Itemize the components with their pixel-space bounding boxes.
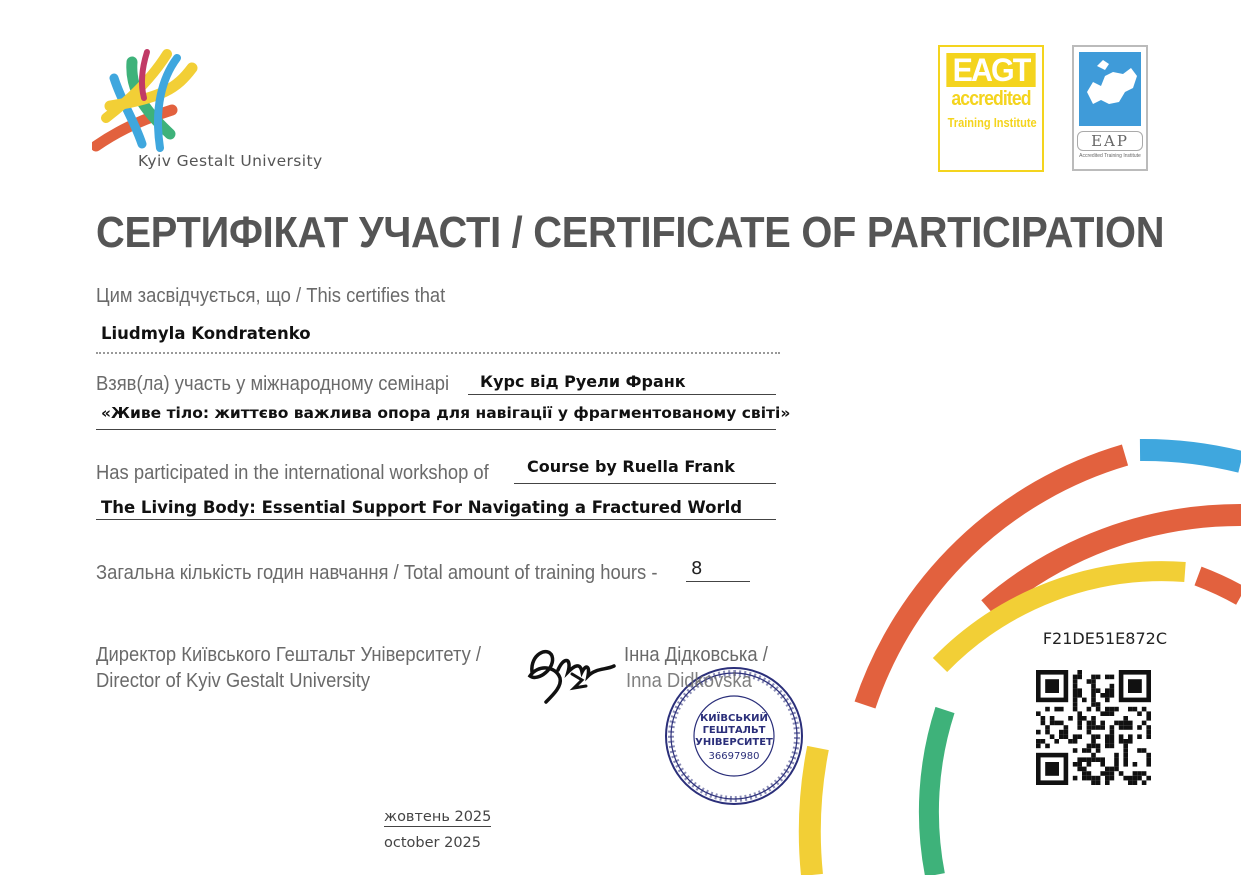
eap-name: EAP <box>1077 131 1143 151</box>
en-title-line <box>96 519 776 520</box>
en-course: Course by Ruella Frank <box>527 457 735 476</box>
eagt-title: EAGT <box>946 53 1035 87</box>
hours-label: Загальна кількість годин навчання / Total amount of training hours - <box>96 562 658 584</box>
europe-map-icon <box>1079 52 1141 126</box>
ua-course: Курс від Руели Франк <box>480 372 686 391</box>
signer-line-1: Інна Дідковська / <box>624 644 768 666</box>
en-course-line <box>514 483 776 484</box>
en-participated-label: Has participated in the international workshop of <box>96 462 489 484</box>
stamp-line-2: ГЕШТАЛЬТ <box>702 725 766 736</box>
stamp-line-4: 36697980 <box>708 751 760 762</box>
hours-value: 8 <box>691 558 703 579</box>
hours-line <box>686 581 750 582</box>
en-workshop-title: The Living Body: Essential Support For Navigating a Fractured World <box>101 498 743 517</box>
signature-image <box>526 642 618 708</box>
date-ua: жовтень 2025 <box>384 809 492 825</box>
stamp-line-1: КИЇВСЬКИЙ <box>700 713 768 724</box>
stamp-line-3: УНІВЕРСИТЕТ <box>695 737 773 748</box>
participant-name: Liudmyla Kondratenko <box>101 324 311 343</box>
eagt-training: Training Institute <box>947 115 1037 130</box>
qr-code[interactable] <box>1036 670 1156 788</box>
eap-badge <box>1072 45 1148 171</box>
signer-line-2: Inna Didkovska <box>626 670 752 692</box>
certificate-id: F21DE51E872C <box>1042 629 1167 648</box>
certificate-title: СЕРТИФІКАТ УЧАСТІ / CERTIFICATE OF PARTICIPATION <box>96 208 1165 257</box>
ua-workshop-title: «Живе тіло: життєво важлива опора для навігації у фрагментованому світі» <box>101 404 791 422</box>
ua-course-line <box>468 394 776 395</box>
university-logo <box>92 48 202 154</box>
certifies-label: Цим засвідчується, що / This certifies that <box>96 285 446 307</box>
ua-participated-label: Взяв(ла) участь у міжнародному семінарі <box>96 373 450 395</box>
director-line-1: Директор Київського Гештальт Університету / <box>96 644 482 666</box>
eagt-accredited: accredited <box>951 88 1031 110</box>
eagt-badge <box>938 45 1044 172</box>
ua-title-line <box>96 429 776 430</box>
name-dotted-line <box>96 352 780 354</box>
eap-sub: Accredited Training Institute <box>1079 153 1141 159</box>
university-caption: Kyiv Gestalt University <box>138 152 323 170</box>
date-en: october 2025 <box>384 835 481 851</box>
director-line-2: Director of Kyiv Gestalt University <box>96 670 371 692</box>
